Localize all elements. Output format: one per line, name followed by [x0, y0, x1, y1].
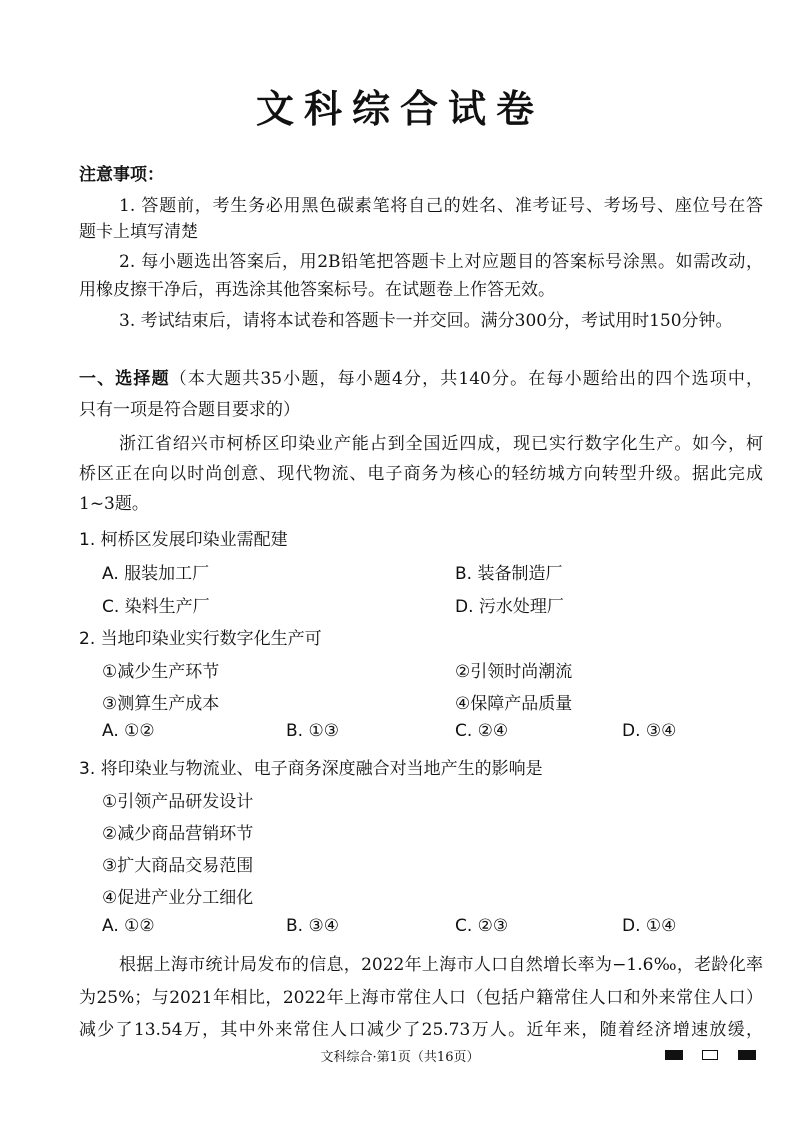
- passage-1-line-1: 浙江省绍兴市柯桥区印染业产能占到全国近四成，现已实行数字化生产。如今，柯: [119, 434, 763, 454]
- passage-2-line-1: 根据上海市统计局发布的信息，2022年上海市人口自然增长率为−1.6‰，老龄化率: [119, 955, 763, 975]
- notice-item-2-line-1: 2. 每小题选出答案后，用2B铅笔把答题卡上对应题目的答案标号涂黑。如需改动，: [119, 252, 763, 272]
- question-2-statement-4: ④保障产品质量: [455, 694, 573, 714]
- question-2-stem: 2. 当地印染业实行数字化生产可: [79, 629, 322, 649]
- question-2-statement-3: ③测算生产成本: [102, 694, 220, 714]
- question-3-statement-2: ②减少商品营销环节: [102, 824, 254, 844]
- passage-2-line-2: 为25%；与2021年相比，2022年上海市常住人口（包括户籍常住人口和外来常住人口）: [79, 988, 763, 1008]
- passage-2-line-3: 减少了13.54万，其中外来常住人口减少了25.73万人。近年来，随着经济增速放缓，: [79, 1020, 763, 1040]
- question-2-statement-2: ②引领时尚潮流: [455, 662, 573, 682]
- notice-heading: 注意事项：: [79, 165, 164, 185]
- question-2-statement-1: ①减少生产环节: [102, 662, 220, 682]
- question-3-stem: 3. 将印染业与物流业、电子商务深度融合对当地产生的影响是: [79, 759, 543, 779]
- question-1-option-a: A. 服装加工厂: [102, 564, 210, 584]
- section-1-instructions: （本大题共35小题，每小题4分，共140分。在每小题给出的四个选项中，: [169, 369, 763, 389]
- question-3-option-b: B. ③④: [286, 916, 339, 936]
- notice-item-1-line-1: 1. 答题前，考生务必用黑色碳素笔将自己的姓名、准考证号、考场号、座位号在答: [119, 196, 763, 216]
- page-marker-filled-right: [738, 1050, 756, 1060]
- section-1-instructions-line-2: 只有一项是符合题目要求的）: [79, 400, 300, 420]
- page-title: 文科综合试卷: [255, 87, 544, 131]
- page-marker-filled-left: [665, 1050, 683, 1060]
- notice-item-1-line-2: 题卡上填写清楚: [79, 222, 198, 242]
- question-3-statement-3: ③扩大商品交易范围: [102, 856, 254, 876]
- page-footer: 文科综合·第1页（共16页）: [320, 1050, 480, 1065]
- question-2-option-d: D. ③④: [622, 721, 677, 741]
- question-1-stem: 1. 柯桥区发展印染业需配建: [79, 530, 288, 550]
- question-1-option-b: B. 装备制造厂: [455, 564, 563, 584]
- notice-item-2-line-2: 用橡皮擦干净后，再选涂其他答案标号。在试题卷上作答无效。: [79, 280, 555, 300]
- notice-item-3: 3. 考试结束后，请将本试卷和答题卡一并交回。满分300分，考试用时150分钟。: [119, 311, 733, 331]
- question-2-option-c: C. ②④: [455, 721, 509, 741]
- passage-1-line-2: 桥区正在向以时尚创意、现代物流、电子商务为核心的轻纺城方向转型升级。据此完成: [79, 464, 763, 484]
- question-2-option-b: B. ①③: [286, 721, 339, 741]
- question-3-option-c: C. ②③: [455, 916, 509, 936]
- section-1-title: 一、选择题: [79, 369, 170, 389]
- question-1-option-d: D. 污水处理厂: [455, 597, 564, 617]
- page-marker-hollow: [702, 1050, 718, 1060]
- question-3-option-d: D. ①④: [622, 916, 677, 936]
- question-2-option-a: A. ①②: [102, 721, 155, 741]
- question-3-statement-1: ①引领产品研发设计: [102, 792, 254, 812]
- question-1-option-c: C. 染料生产厂: [102, 597, 210, 617]
- question-3-option-a: A. ①②: [102, 916, 155, 936]
- passage-1-line-3: 1~3题。: [79, 494, 149, 514]
- section-1-heading: [79, 364, 763, 389]
- question-3-statement-4: ④促进产业分工细化: [102, 888, 254, 908]
